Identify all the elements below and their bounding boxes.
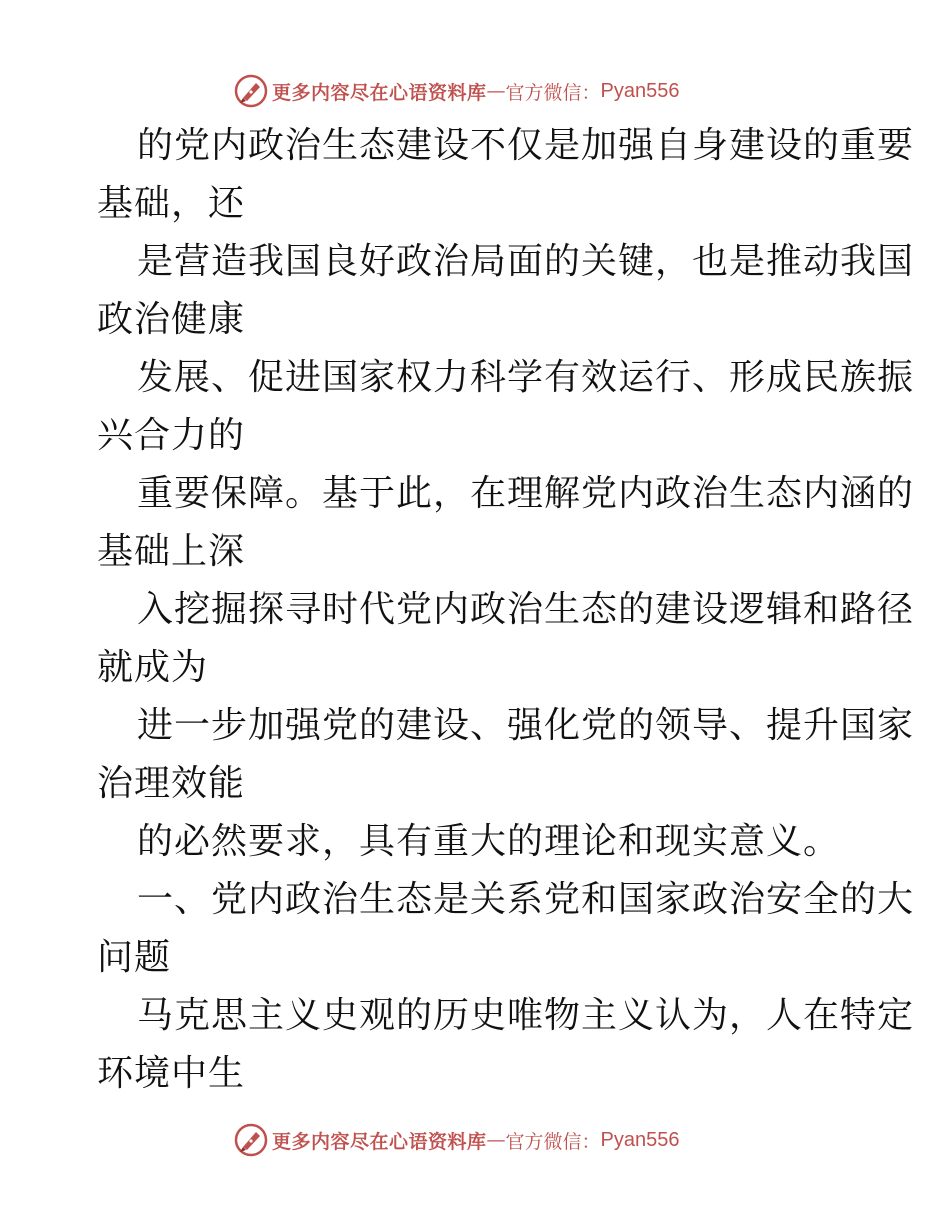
text-line: 政治健康 [97, 299, 246, 340]
pen-nib-logo-icon [234, 1123, 268, 1157]
banner-brand: 更多内容尽在心语资料库 [272, 81, 487, 104]
section-heading-continued: 问题 [97, 937, 172, 978]
text-line: 马克思主义史观的历史唯物主义认为，人在特定 [137, 995, 915, 1036]
text-line: 是营造我国良好政治局面的关键，也是推动我国 [137, 241, 915, 282]
banner-separator: — [486, 1129, 506, 1151]
text-line: 的必然要求，具有重大的理论和现实意义。 [137, 821, 841, 862]
pen-nib-logo-icon [234, 74, 268, 108]
text-line: 发展、促进国家权力科学有效运行、形成民族振 [137, 357, 915, 398]
banner-separator: — [486, 80, 506, 102]
text-line: 基础上深 [97, 531, 246, 572]
header-banner [234, 73, 680, 109]
text-line: 基础，还 [97, 183, 246, 224]
banner-wechat-label: 官方微信： [505, 81, 601, 104]
banner-account: Pyan556 [600, 1128, 680, 1151]
banner-account: Pyan556 [600, 79, 680, 102]
document-body [0, 117, 950, 1107]
banner-wechat-label: 官方微信： [505, 1130, 601, 1153]
text-line: 环境中生 [97, 1053, 246, 1094]
footer-banner [234, 1122, 680, 1158]
banner-brand: 更多内容尽在心语资料库 [272, 1130, 487, 1153]
section-heading: 一、党内政治生态是关系党和国家政治安全的大 [137, 879, 915, 920]
text-line: 进一步加强党的建设、强化党的领导、提升国家 [137, 705, 915, 746]
text-line: 的党内政治生态建设不仅是加强自身建设的重要 [137, 125, 915, 166]
text-line: 兴合力的 [97, 415, 246, 456]
text-line: 就成为 [97, 647, 209, 688]
text-line: 入挖掘探寻时代党内政治生态的建设逻辑和路径 [137, 589, 915, 630]
text-line: 重要保障。基于此，在理解党内政治生态内涵的 [137, 473, 915, 514]
text-line: 治理效能 [97, 763, 246, 804]
